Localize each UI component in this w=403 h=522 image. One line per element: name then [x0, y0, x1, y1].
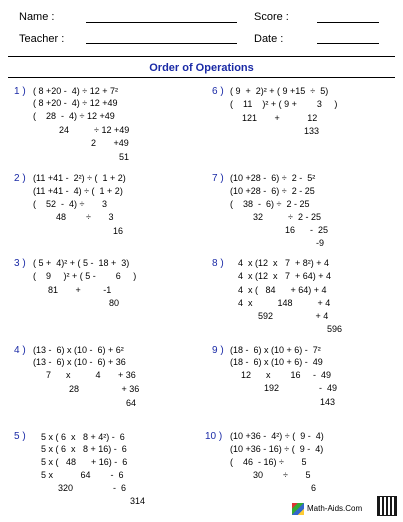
- problem-line: (11 +41 - 2²) ÷ ( 1 + 2): [33, 173, 126, 183]
- problem-line: ( 8 +20 - 4) ÷ 12 + 7²: [33, 86, 118, 96]
- problem-line: 4 x ( 84 + 64) + 4: [238, 285, 327, 295]
- problem-line: 121 + 12: [242, 113, 318, 123]
- problem-number: 2 ): [14, 173, 26, 184]
- problem-line: ( 46 - 16) ÷ 5: [230, 457, 307, 467]
- problem-line: 32 ÷ 2 - 25: [253, 212, 321, 222]
- problem-line: 143: [320, 397, 336, 407]
- name-label: Name :: [19, 11, 55, 23]
- problem-line: 24 ÷ 12 +49: [59, 125, 130, 135]
- problem-line: 592 + 4: [258, 311, 329, 321]
- problem-line: ( 9 + 2)² + ( 9 +15 ÷ 5): [230, 86, 329, 96]
- problem-line: (10 +28 - 6) ÷ 2 - 25: [230, 186, 315, 196]
- problem-line: (18 - 6) x (10 + 6) - 49: [230, 357, 323, 367]
- problem-line: (10 +28 - 6) ÷ 2 - 5²: [230, 173, 316, 183]
- score-label: Score :: [254, 11, 289, 23]
- problem-line: 4 x (12 x 7 + 8²) + 4: [238, 258, 330, 268]
- problem-line: 16 - 25: [285, 225, 329, 235]
- date-label: Date :: [254, 33, 284, 45]
- problem-number: 6 ): [212, 86, 224, 97]
- problem-number: 10 ): [205, 431, 223, 442]
- problem-line: (13 - 6) x (10 - 6) + 6²: [33, 345, 124, 355]
- teacher-label: Teacher :: [19, 33, 65, 45]
- problem-line: 51: [119, 152, 130, 162]
- header-rule-bottom: [8, 77, 395, 78]
- date-field-line[interactable]: [317, 43, 379, 44]
- problem-line: 596: [327, 324, 343, 334]
- problem-line: 30 ÷ 5: [253, 470, 311, 480]
- problem-line: 4 x 148 + 4: [238, 298, 331, 308]
- problem-line: 28 + 36: [69, 384, 140, 394]
- problem-line: 64: [126, 398, 137, 408]
- header-rule-top: [8, 56, 395, 57]
- problem-line: ( 8 +20 - 4) ÷ 12 +49: [33, 98, 118, 108]
- problem-line: (13 - 6) x (10 - 6) + 36: [33, 357, 126, 367]
- problem-line: ( 5 + 4)² + ( 5 - 18 + 3): [33, 258, 130, 268]
- qr-code-icon: [377, 496, 397, 516]
- problem-number: 5 ): [14, 431, 26, 442]
- problem-line: 12 x 16 - 49: [241, 370, 332, 380]
- problem-line: 5 x ( 6 x 8 + 4²) - 6: [41, 432, 125, 442]
- problem-line: 314: [130, 496, 146, 506]
- score-field-line[interactable]: [317, 22, 379, 23]
- problem-line: (10 +36 - 16) ÷ ( 9 - 4): [230, 444, 324, 454]
- math-aids-logo-icon: [292, 503, 304, 515]
- problem-line: 81 + -1: [48, 285, 112, 295]
- problem-line: ( 9 )² + ( 5 - 6 ): [33, 271, 137, 281]
- problem-number: 7 ): [212, 173, 224, 184]
- problem-line: 192 - 49: [264, 383, 338, 393]
- problem-line: 2 +49: [91, 138, 129, 148]
- problem-line: 6: [311, 483, 317, 493]
- problem-line: ( 38 - 6) ÷ 2 - 25: [230, 199, 310, 209]
- problem-line: 80: [109, 298, 120, 308]
- problem-line: 133: [304, 126, 320, 136]
- problem-number: 1 ): [14, 86, 26, 97]
- site-logo-text: Math-Aids.Com: [307, 504, 363, 514]
- site-logo: [292, 503, 362, 515]
- teacher-field-line[interactable]: [86, 43, 237, 44]
- problem-line: 48 ÷ 3: [56, 212, 114, 222]
- problem-line: 5 x 64 - 6: [41, 470, 124, 480]
- problem-line: 7 x 4 + 36: [46, 370, 136, 380]
- problem-number: 8 ): [212, 258, 224, 269]
- name-field-line[interactable]: [86, 22, 237, 23]
- problem-line: 16: [113, 226, 124, 236]
- problem-line: 320 - 6: [58, 483, 127, 493]
- problem-number: 3 ): [14, 258, 26, 269]
- problem-line: 5 x ( 6 x 8 + 16) - 6: [41, 444, 127, 454]
- worksheet-title: Order of Operations: [149, 62, 254, 74]
- problem-line: (10 +36 - 4²) ÷ ( 9 - 4): [230, 431, 324, 441]
- problem-line: 4 x (12 x 7 + 64) + 4: [238, 271, 332, 281]
- problem-line: (18 - 6) x (10 + 6) - 7²: [230, 345, 321, 355]
- problem-line: ( 52 - 4) ÷ 3: [33, 199, 107, 209]
- problem-line: (11 +41 - 4) ÷ ( 1 + 2): [33, 186, 123, 196]
- problem-line: ( 11 )² + ( 9 + 3 ): [230, 99, 338, 109]
- problem-line: 5 x ( 48 + 16) - 6: [41, 457, 128, 467]
- problem-line: ( 28 - 4) ÷ 12 +49: [33, 111, 115, 121]
- problem-number: 4 ): [14, 345, 26, 356]
- problem-number: 9 ): [212, 345, 224, 356]
- problem-line: -9: [316, 238, 325, 248]
